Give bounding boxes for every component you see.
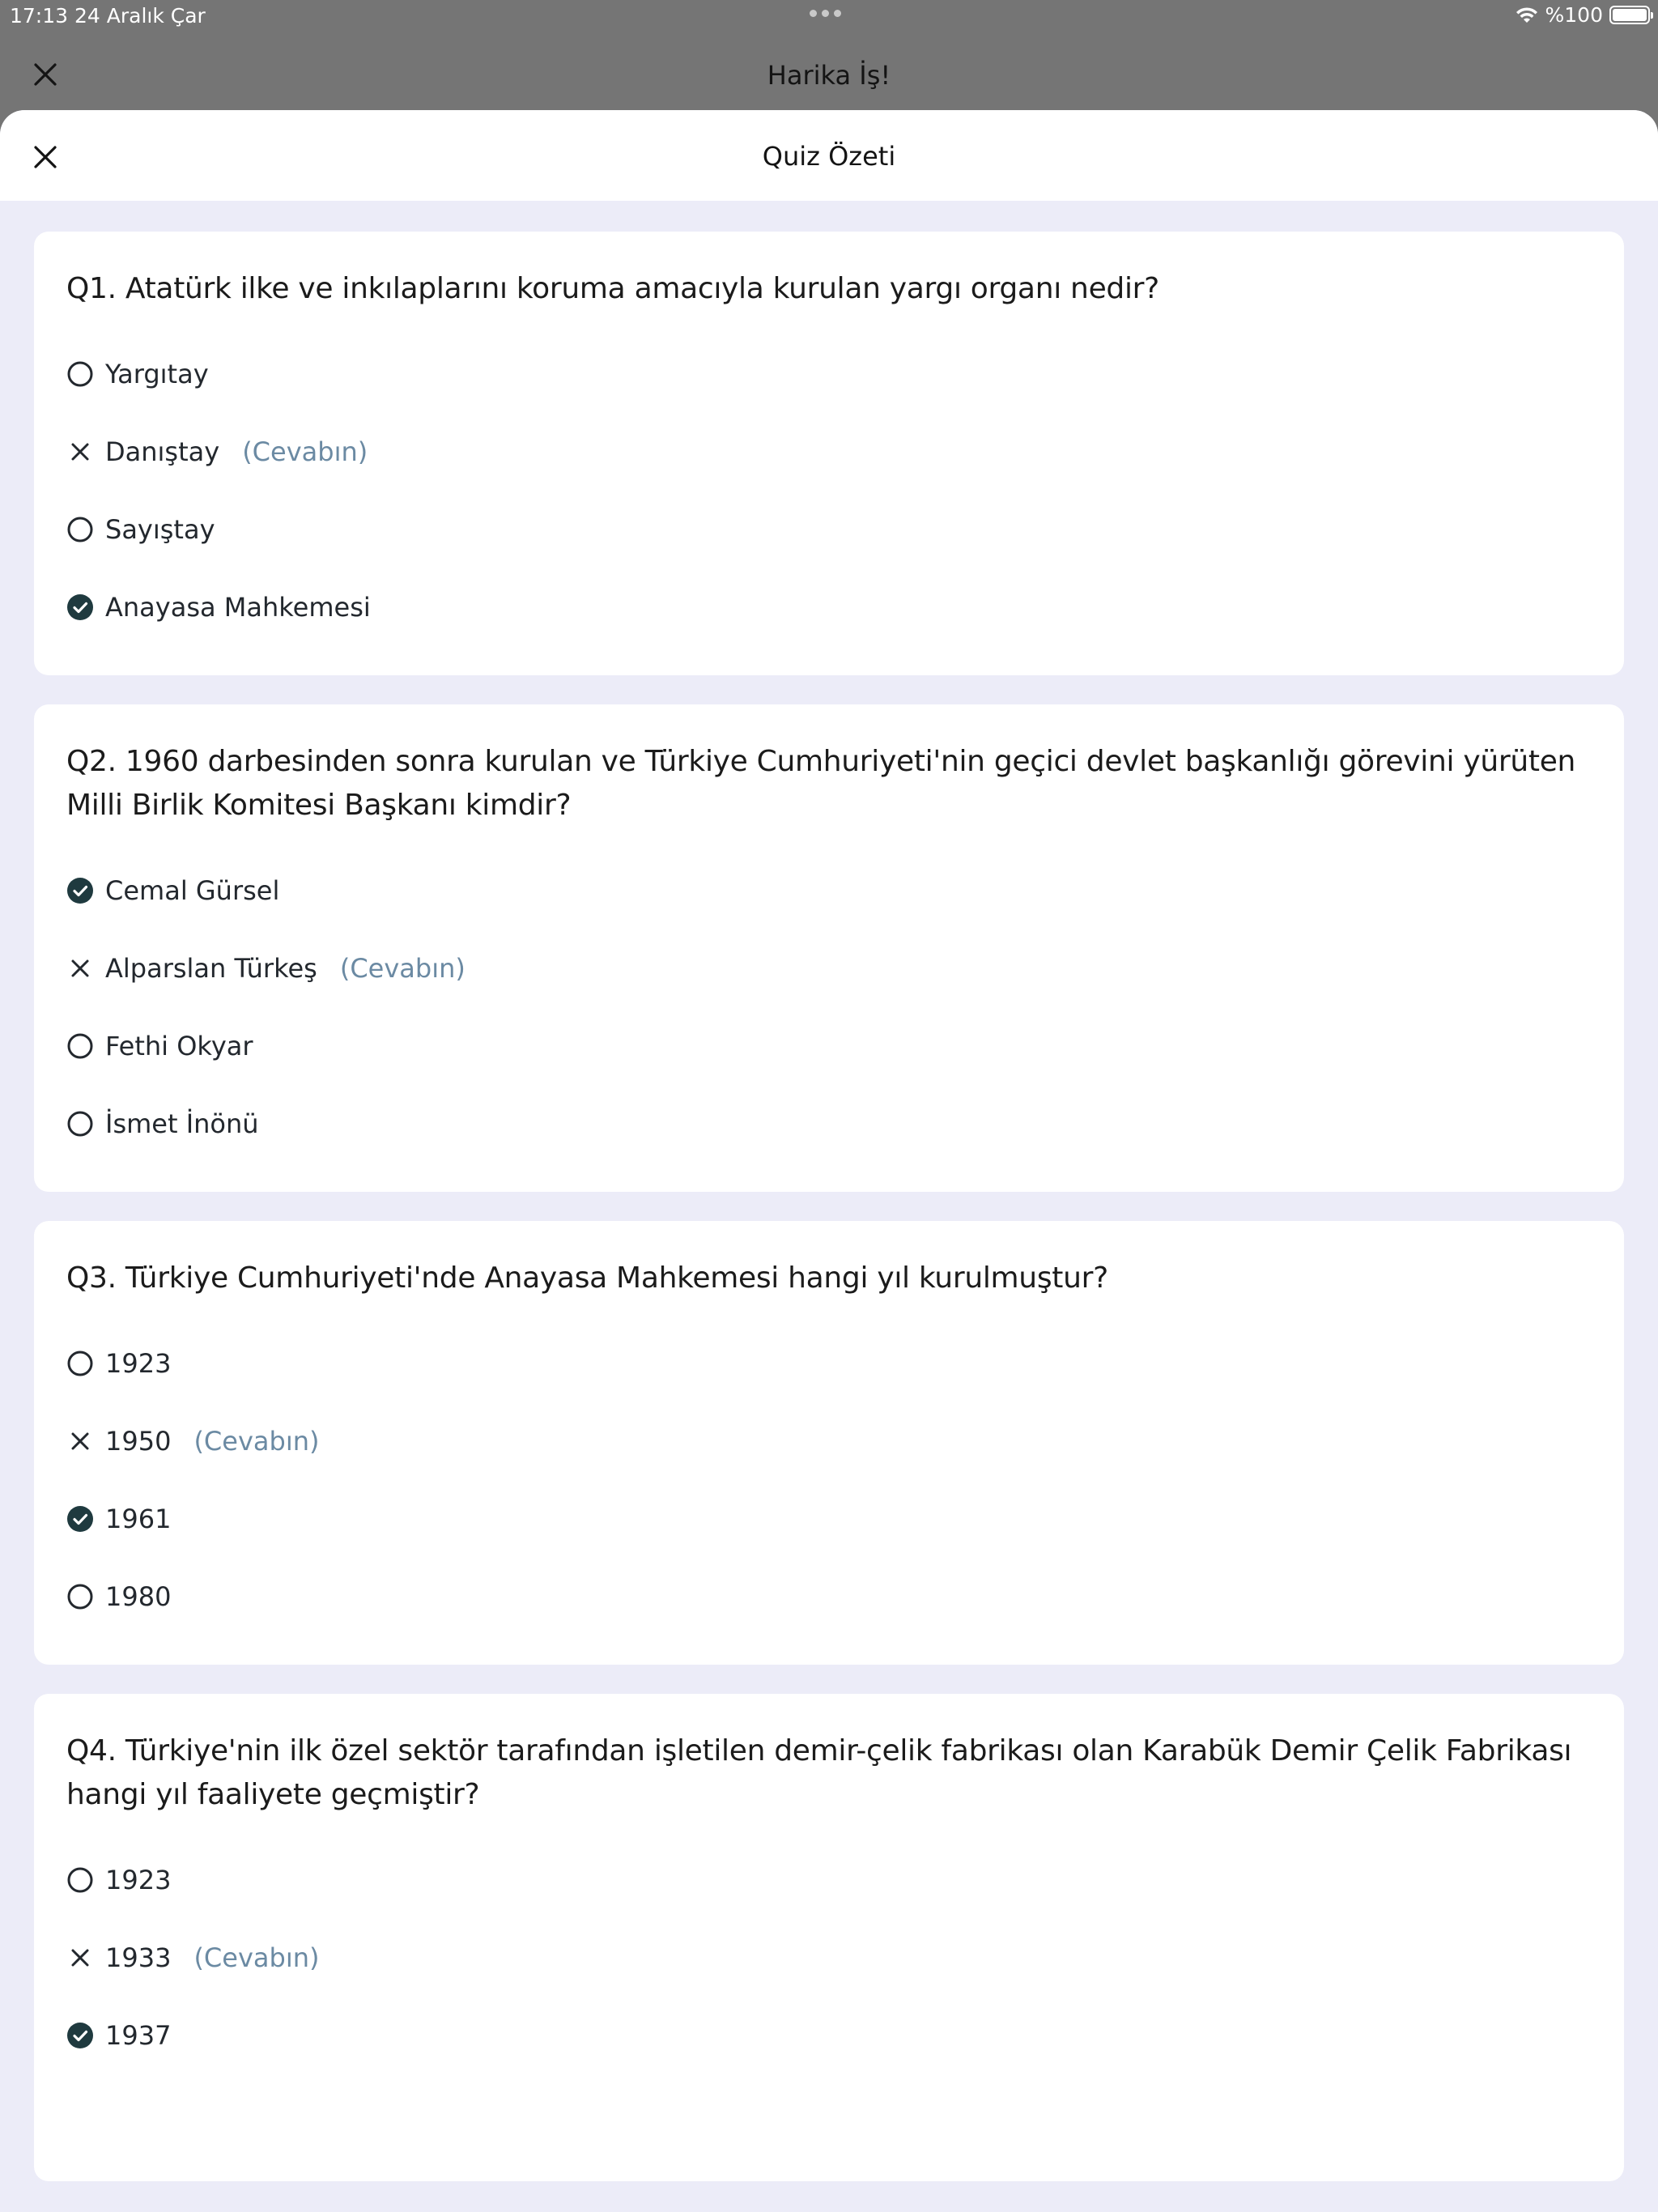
radio-empty-icon	[66, 1110, 94, 1138]
answer-option	[66, 1841, 1592, 1919]
quiz-summary-sheet	[0, 110, 1658, 2212]
cross-icon	[66, 1944, 94, 1972]
options-list	[66, 1325, 1592, 1636]
option-label: Fethi Okyar	[105, 1031, 253, 1061]
option-label: 1980	[105, 1581, 172, 1612]
question-text: Q4. Türkiye'nin ilk özel sektör tarafından işletilen demir-çelik fabrikası olan Karabük Demir Çelik Fabrikası hangi yıl faaliyete geçmiştir?	[66, 1734, 1572, 1811]
background-header	[0, 32, 1658, 121]
sheet-title: Quiz Özeti	[762, 141, 896, 172]
answer-option	[66, 852, 1592, 929]
answer-option	[66, 491, 1592, 568]
answer-option	[66, 1325, 1592, 1402]
radio-empty-icon	[66, 1583, 94, 1610]
wifi-icon	[1515, 6, 1539, 24]
question-card	[34, 232, 1624, 675]
battery-percentage: %100	[1545, 3, 1603, 27]
options-list	[66, 335, 1592, 646]
check-circle-icon	[66, 593, 94, 621]
question-card	[34, 1221, 1624, 1665]
your-answer-tag: (Cevabın)	[193, 1942, 320, 1973]
answer-option	[66, 929, 1592, 1007]
option-label: 1937	[105, 2020, 172, 2051]
answer-option	[66, 413, 1592, 491]
option-label: 1923	[105, 1348, 172, 1379]
option-label: Alparslan Türkeş	[105, 953, 317, 984]
check-circle-icon	[66, 2022, 94, 2049]
radio-empty-icon	[66, 1032, 94, 1060]
answer-option	[66, 1085, 1592, 1163]
cross-icon	[66, 955, 94, 982]
answer-option	[66, 1007, 1592, 1085]
question-card	[34, 704, 1624, 1192]
option-label: Yargıtay	[105, 359, 209, 389]
battery-fill	[1613, 9, 1647, 21]
check-circle-icon	[66, 877, 94, 904]
answer-option	[66, 1919, 1592, 1997]
option-label: Cemal Gürsel	[105, 875, 280, 906]
status-date: 24 Aralık Çar	[74, 4, 206, 28]
next-card-edge	[34, 2097, 1624, 2129]
check-circle-icon	[66, 1505, 94, 1533]
radio-empty-icon	[66, 360, 94, 388]
question-text: Q1. Atatürk ilke ve inkılaplarını koruma amacıyla kurulan yargı organı nedir?	[66, 272, 1159, 305]
radio-empty-icon	[66, 1350, 94, 1377]
answer-option	[66, 335, 1592, 413]
status-right	[1515, 3, 1650, 27]
option-label: 1933	[105, 1942, 172, 1973]
cross-icon	[66, 438, 94, 466]
question-text: Q2. 1960 darbesinden sonra kurulan ve Türkiye Cumhuriyeti'nin geçici devlet başkanlığı görevini yürüten Milli Birlik Komitesi Başkanı kimdir?	[66, 745, 1576, 822]
multitasking-dots-icon[interactable]	[810, 10, 841, 17]
question-text: Q3. Türkiye Cumhuriyeti'nde Anayasa Mahkemesi hangi yıl kurulmuştur?	[66, 1261, 1108, 1295]
radio-empty-icon	[66, 1866, 94, 1894]
option-label: İsmet İnönü	[105, 1108, 259, 1139]
your-answer-tag: (Cevabın)	[242, 436, 368, 467]
answer-option	[66, 1558, 1592, 1636]
option-label: Danıştay	[105, 436, 220, 467]
your-answer-tag: (Cevabın)	[339, 953, 466, 984]
answer-option	[66, 1402, 1592, 1480]
options-list	[66, 852, 1592, 1163]
sheet-header	[0, 110, 1658, 201]
answer-option	[66, 568, 1592, 646]
question-list	[34, 232, 1624, 2210]
option-label: 1950	[105, 1426, 172, 1457]
answer-option	[66, 1997, 1592, 2074]
answer-option	[66, 1480, 1592, 1558]
option-label: 1961	[105, 1504, 172, 1534]
option-label: 1923	[105, 1865, 172, 1895]
radio-empty-icon	[66, 516, 94, 543]
status-time: 17:13	[10, 4, 69, 28]
cross-icon	[66, 1427, 94, 1455]
option-label: Sayıştay	[105, 514, 215, 545]
background-title: Harika İş!	[767, 60, 891, 91]
your-answer-tag: (Cevabın)	[193, 1426, 320, 1457]
battery-icon	[1609, 6, 1650, 24]
option-label: Anayasa Mahkemesi	[105, 592, 371, 623]
status-bar	[0, 0, 1658, 32]
